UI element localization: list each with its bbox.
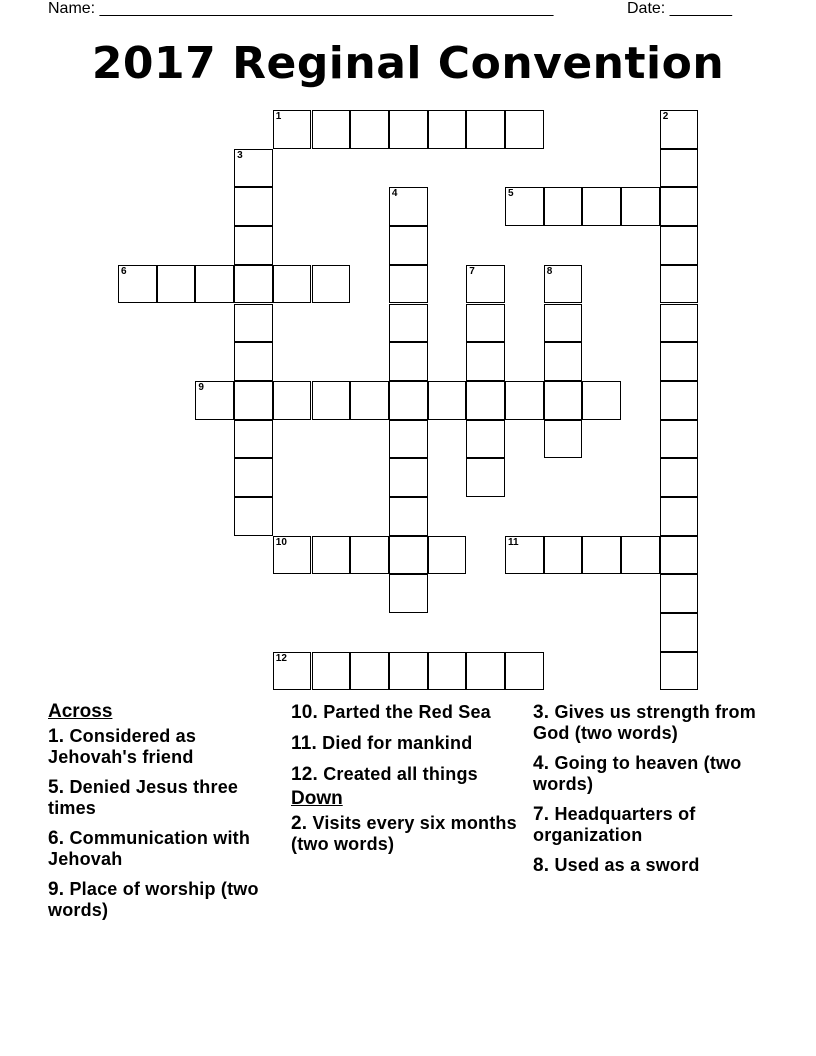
clue-across-11 bbox=[291, 733, 531, 754]
grid-cell[interactable] bbox=[660, 420, 699, 459]
clue-across-5 bbox=[48, 777, 288, 818]
down-heading: Down bbox=[291, 788, 343, 809]
grid-cell[interactable] bbox=[234, 420, 273, 459]
grid-cell[interactable] bbox=[234, 265, 273, 304]
grid-cell[interactable] bbox=[660, 497, 699, 536]
grid-cell[interactable] bbox=[660, 613, 699, 652]
grid-cell[interactable] bbox=[544, 342, 583, 381]
grid-cell[interactable] bbox=[505, 536, 544, 575]
grid-cell[interactable] bbox=[195, 381, 234, 420]
clue-text: Gives us strength from God (two words) bbox=[533, 702, 756, 743]
grid-cell[interactable] bbox=[389, 342, 428, 381]
clue-number: 8. bbox=[533, 855, 550, 876]
grid-cell[interactable] bbox=[389, 110, 428, 149]
grid-cell[interactable] bbox=[428, 381, 467, 420]
grid-cell[interactable] bbox=[660, 342, 699, 381]
grid-cell[interactable] bbox=[389, 187, 428, 226]
grid-cell[interactable] bbox=[428, 652, 467, 691]
clue-across-1 bbox=[48, 726, 288, 767]
grid-cell[interactable] bbox=[544, 420, 583, 459]
clue-number: 6. bbox=[48, 828, 65, 849]
clue-text: Place of worship (two words) bbox=[48, 879, 259, 920]
clue-number: 7. bbox=[533, 804, 550, 825]
clue-number: 12. bbox=[291, 764, 319, 785]
grid-cell[interactable] bbox=[312, 652, 351, 691]
clue-number-label: 9 bbox=[198, 381, 204, 393]
grid-cell[interactable] bbox=[273, 110, 312, 149]
grid-cell[interactable] bbox=[312, 110, 351, 149]
grid-cell[interactable] bbox=[273, 652, 312, 691]
grid-cell[interactable] bbox=[273, 381, 312, 420]
clue-number: 3. bbox=[533, 702, 550, 723]
clue-number: 11. bbox=[291, 733, 317, 754]
grid-cell[interactable] bbox=[273, 265, 312, 304]
grid-cell[interactable] bbox=[389, 381, 428, 420]
grid-cell[interactable] bbox=[544, 381, 583, 420]
grid-cell[interactable] bbox=[505, 110, 544, 149]
clue-across-9 bbox=[48, 879, 288, 920]
grid-cell[interactable] bbox=[312, 381, 351, 420]
grid-cell[interactable] bbox=[234, 226, 273, 265]
clue-down-2 bbox=[291, 813, 531, 854]
grid-cell[interactable] bbox=[505, 187, 544, 226]
clue-down-8 bbox=[533, 855, 773, 876]
grid-cell[interactable] bbox=[660, 149, 699, 188]
grid-cell[interactable] bbox=[234, 149, 273, 188]
clue-number-label: 8 bbox=[546, 265, 553, 277]
across-heading: Across bbox=[48, 701, 113, 722]
grid-cell[interactable] bbox=[466, 381, 505, 420]
clue-text: Used as a sword bbox=[554, 855, 700, 875]
grid-cell[interactable] bbox=[660, 574, 699, 613]
clue-text: Going to heaven (two words) bbox=[533, 753, 742, 794]
grid-cell[interactable] bbox=[234, 304, 273, 343]
clue-number: 9. bbox=[48, 879, 65, 900]
grid-cell[interactable] bbox=[389, 536, 428, 575]
clue-across-10 bbox=[291, 702, 531, 723]
grid-cell[interactable] bbox=[660, 187, 699, 226]
grid-cell[interactable] bbox=[582, 536, 621, 575]
clue-text: Created all things bbox=[323, 764, 478, 784]
grid-cell[interactable] bbox=[505, 652, 544, 691]
grid-cell[interactable] bbox=[466, 304, 505, 343]
grid-cell[interactable] bbox=[389, 458, 428, 497]
page-title: 2017 Reginal Convention bbox=[91, 38, 725, 89]
grid-cell[interactable] bbox=[466, 652, 505, 691]
grid-cell[interactable] bbox=[389, 497, 428, 536]
clue-across-6 bbox=[48, 828, 288, 869]
clue-number: 4. bbox=[533, 753, 550, 774]
grid-cell[interactable] bbox=[389, 226, 428, 265]
clue-number-label: 5 bbox=[508, 188, 514, 200]
grid-cell[interactable] bbox=[118, 265, 157, 304]
grid-cell[interactable] bbox=[312, 536, 351, 575]
name-field[interactable]: Name: ___________________________________________________ bbox=[48, 0, 554, 17]
grid-cell[interactable] bbox=[466, 265, 505, 304]
grid-cell[interactable] bbox=[350, 381, 389, 420]
clue-down-3 bbox=[533, 702, 773, 743]
grid-cell[interactable] bbox=[389, 574, 428, 613]
clue-number-label: 3 bbox=[237, 149, 243, 161]
grid-cell[interactable] bbox=[234, 342, 273, 381]
grid-cell[interactable] bbox=[660, 110, 699, 149]
grid-cell[interactable] bbox=[660, 536, 699, 575]
grid-cell[interactable] bbox=[195, 265, 234, 304]
grid-cell[interactable] bbox=[234, 497, 273, 536]
grid-cell[interactable] bbox=[660, 652, 699, 691]
clue-text: Denied Jesus three times bbox=[48, 777, 239, 818]
grid-cell[interactable] bbox=[544, 536, 583, 575]
grid-cell[interactable] bbox=[466, 110, 505, 149]
clue-number-label: 6 bbox=[121, 265, 127, 277]
clue-number: 2. bbox=[291, 813, 308, 834]
clue-number-label: 10 bbox=[275, 536, 287, 548]
grid-cell[interactable] bbox=[582, 187, 621, 226]
grid-cell[interactable] bbox=[466, 342, 505, 381]
grid-cell[interactable] bbox=[428, 536, 467, 575]
grid-cell[interactable] bbox=[389, 420, 428, 459]
clue-text: Headquarters of organization bbox=[533, 804, 696, 845]
grid-cell[interactable] bbox=[660, 381, 699, 420]
clues-column-3 bbox=[533, 702, 773, 886]
grid-cell[interactable] bbox=[466, 458, 505, 497]
clue-down-4 bbox=[533, 753, 773, 794]
clue-number: 1. bbox=[48, 726, 65, 747]
grid-cell[interactable] bbox=[466, 420, 505, 459]
grid-cell[interactable] bbox=[273, 536, 312, 575]
grid-cell[interactable] bbox=[544, 187, 583, 226]
grid-cell[interactable] bbox=[234, 458, 273, 497]
date-field[interactable]: Date: _______ bbox=[627, 0, 732, 17]
clue-text: Considered as Jehovah's friend bbox=[48, 726, 197, 767]
clue-text: Died for mankind bbox=[322, 733, 473, 753]
clue-down-7 bbox=[533, 804, 773, 845]
grid-cell[interactable] bbox=[621, 187, 660, 226]
grid-cell[interactable] bbox=[660, 458, 699, 497]
grid-cell[interactable] bbox=[234, 381, 273, 420]
grid-cell[interactable] bbox=[312, 265, 351, 304]
clue-text: Parted the Red Sea bbox=[323, 702, 491, 722]
grid-cell[interactable] bbox=[389, 304, 428, 343]
grid-cell[interactable] bbox=[350, 110, 389, 149]
grid-cell[interactable] bbox=[621, 536, 660, 575]
clue-number-label: 12 bbox=[275, 652, 287, 664]
grid-cell[interactable] bbox=[389, 265, 428, 304]
grid-cell[interactable] bbox=[544, 304, 583, 343]
grid-cell[interactable] bbox=[389, 652, 428, 691]
clue-across-12 bbox=[291, 764, 531, 785]
clue-number: 5. bbox=[48, 777, 65, 798]
grid-cell[interactable] bbox=[505, 381, 544, 420]
clue-number-label: 1 bbox=[275, 111, 282, 122]
clue-number: 10. bbox=[291, 702, 319, 723]
clue-number-label: 4 bbox=[391, 188, 398, 200]
grid-cell[interactable] bbox=[350, 536, 389, 575]
grid-cell[interactable] bbox=[544, 265, 583, 304]
grid-cell[interactable] bbox=[660, 304, 699, 343]
clue-text: Communication with Jehovah bbox=[48, 828, 251, 869]
clues-column-1 bbox=[48, 702, 288, 930]
clue-number-label: 7 bbox=[469, 265, 475, 277]
grid-cell[interactable] bbox=[660, 265, 699, 304]
clue-number-label: 11 bbox=[508, 536, 519, 548]
clue-text: Visits every six months (two words) bbox=[291, 813, 517, 854]
grid-cell[interactable] bbox=[157, 265, 196, 304]
grid-cell[interactable] bbox=[428, 110, 467, 149]
grid-cell[interactable] bbox=[582, 381, 621, 420]
grid-cell[interactable] bbox=[350, 652, 389, 691]
clues-column-2 bbox=[291, 702, 531, 864]
grid-cell[interactable] bbox=[660, 226, 699, 265]
clue-number-label: 2 bbox=[662, 111, 669, 122]
grid-cell[interactable] bbox=[234, 187, 273, 226]
